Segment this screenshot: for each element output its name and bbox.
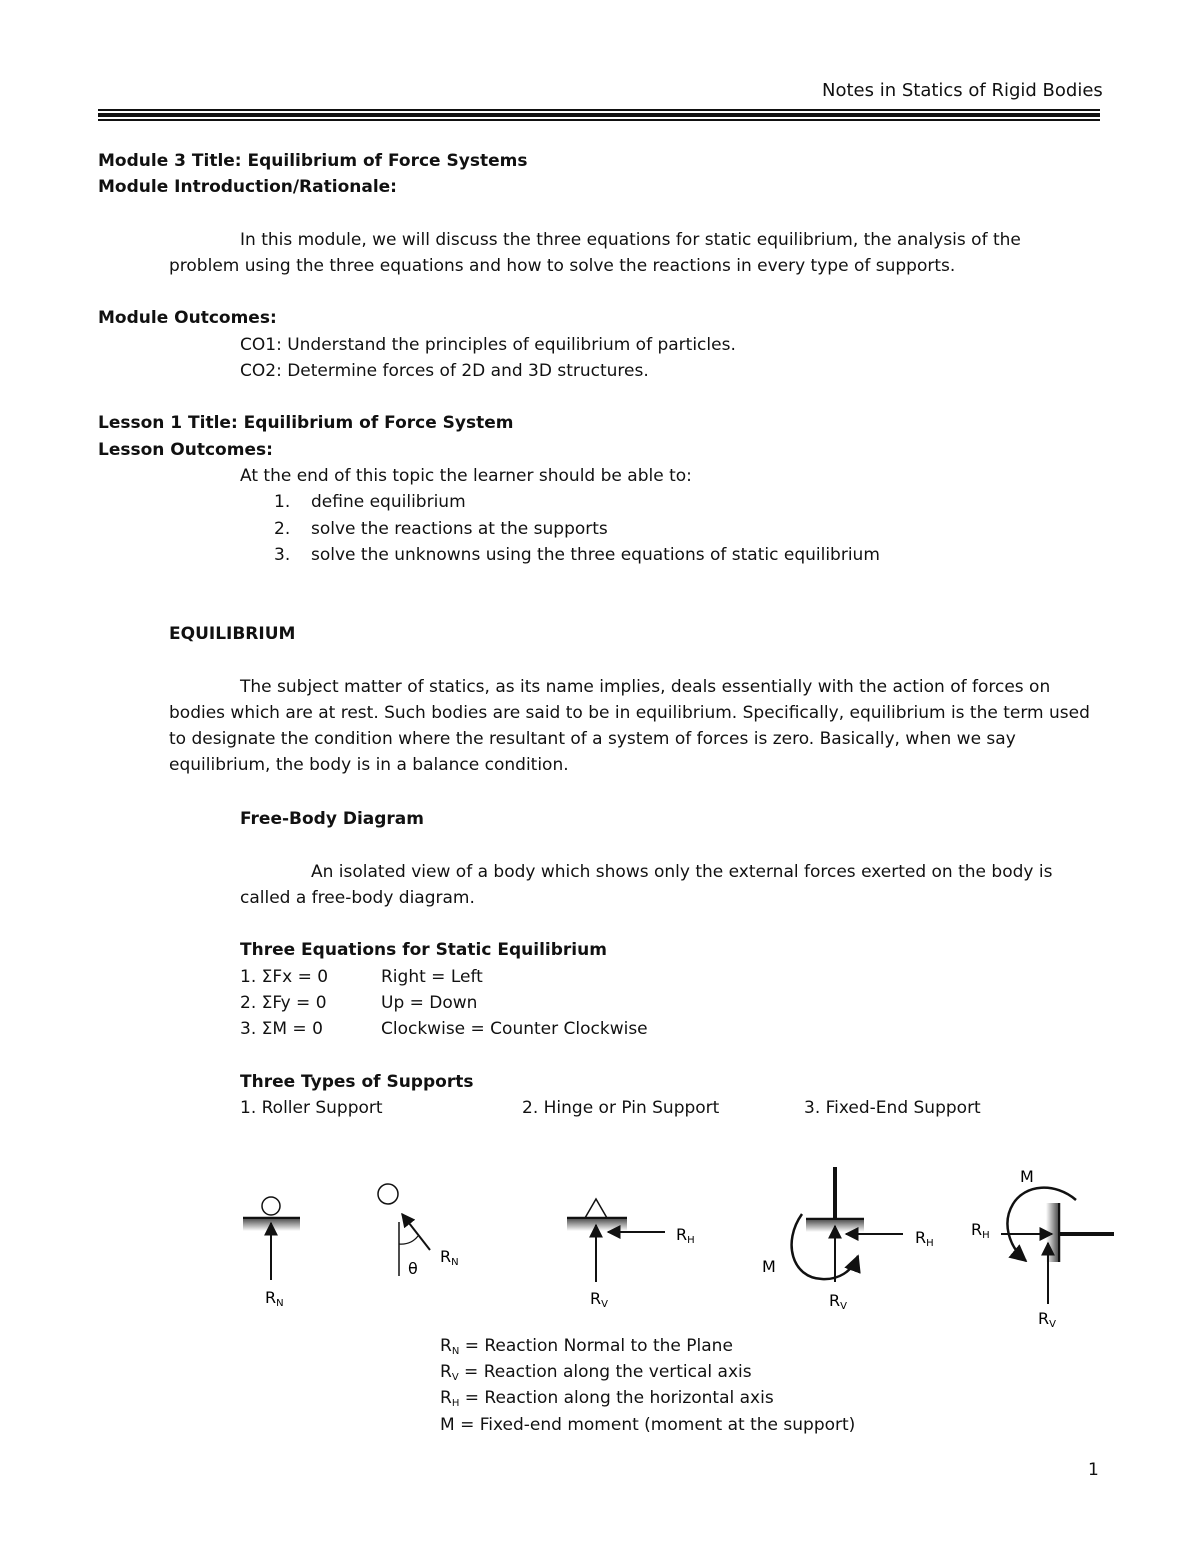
roller-circle	[378, 1184, 398, 1204]
list-item: solve the unknowns using the three equations of static equilibrium	[311, 545, 880, 565]
legend-symbol: M	[440, 1415, 455, 1435]
legend-subscript: N	[451, 1346, 460, 1357]
module-title: Module 3 Title: Equilibrium of Force Systems	[98, 151, 528, 171]
inclined-roller-diagram	[378, 1184, 459, 1278]
label-r: R	[590, 1289, 602, 1308]
label-sub-v: V	[840, 1301, 847, 1312]
label-sub-h: H	[926, 1238, 934, 1249]
running-title: Notes in Statics of Rigid Bodies	[822, 80, 1103, 101]
fixed-support-vertical-diagram	[762, 1167, 934, 1312]
equation: 2. ΣFy = 0	[240, 993, 327, 1013]
legend-subscript: V	[451, 1372, 459, 1383]
equilibrium-heading: EQUILIBRIUM	[169, 624, 296, 644]
legend-text: = Reaction along the vertical axis	[458, 1362, 752, 1382]
list-item: define equilibrium	[311, 492, 466, 512]
hinge-support-diagram	[567, 1199, 695, 1310]
svg-text:RN	[440, 1247, 459, 1268]
legend-text: = Fixed-end moment (moment at the support)	[454, 1415, 856, 1435]
label-theta: θ	[408, 1259, 418, 1278]
svg-text:RN	[265, 1288, 284, 1309]
label-sub-h: H	[687, 1235, 695, 1246]
support-type-fixed: 3. Fixed-End Support	[804, 1098, 981, 1118]
list-number: 2.	[274, 519, 291, 539]
label-sub-n: N	[451, 1257, 459, 1268]
equation-description: Clockwise = Counter Clockwise	[381, 1019, 648, 1039]
label-r: R	[440, 1247, 452, 1266]
svg-text:RV	[1038, 1309, 1056, 1330]
equations-heading: Three Equations for Static Equilibrium	[240, 940, 607, 960]
label-r: R	[265, 1288, 277, 1307]
list-number: 3.	[274, 545, 291, 565]
legend-item	[440, 1364, 752, 1381]
module-outcomes-heading: Module Outcomes:	[98, 308, 277, 328]
svg-text:RV	[829, 1291, 847, 1312]
angle-arc	[399, 1236, 418, 1244]
page-number: 1	[1088, 1460, 1099, 1480]
hinge-triangle	[585, 1199, 607, 1218]
label-sub-v: V	[1049, 1319, 1056, 1330]
lesson-title: Lesson 1 Title: Equilibrium of Force System	[98, 413, 514, 433]
equation: 1. ΣFx = 0	[240, 967, 329, 987]
svg-text:RH	[915, 1228, 934, 1249]
label-r: R	[971, 1220, 983, 1239]
svg-text:RV	[590, 1289, 608, 1310]
svg-text:RH	[676, 1225, 695, 1246]
label-r: R	[676, 1225, 688, 1244]
legend-symbol: R	[440, 1336, 452, 1356]
roller-circle	[262, 1197, 280, 1215]
module-intro-heading: Module Introduction/Rationale:	[98, 177, 397, 197]
legend-item	[440, 1417, 855, 1434]
label-r: R	[1038, 1309, 1050, 1328]
outcome-code: CO1:	[240, 335, 282, 355]
fixed-support-horizontal-diagram	[971, 1167, 1114, 1330]
legend-text: = Reaction Normal to the Plane	[459, 1336, 733, 1356]
legend-symbol: R	[440, 1388, 452, 1408]
moment-arrow	[1007, 1188, 1076, 1261]
label-sub-h: H	[982, 1230, 990, 1241]
equation: 3. ΣM = 0	[240, 1019, 323, 1039]
module-intro-text: In this module, we will discuss the three equations for static equilibrium, the analysis of the problem using the three equations and how to solve the reactions in every type of supports.	[169, 230, 1021, 276]
support-type-roller: 1. Roller Support	[240, 1098, 383, 1118]
legend-symbol: R	[440, 1362, 452, 1382]
equation-description: Right = Left	[381, 967, 483, 987]
lesson-outcomes-heading: Lesson Outcomes:	[98, 440, 273, 460]
reaction-arrow-rn	[402, 1214, 430, 1250]
supports-heading: Three Types of Supports	[240, 1072, 474, 1092]
list-number: 1.	[274, 492, 291, 512]
support-type-hinge: 2. Hinge or Pin Support	[522, 1098, 720, 1118]
list-item: solve the reactions at the supports	[311, 519, 608, 539]
outcome-code: CO2:	[240, 361, 282, 381]
label-sub-n: N	[276, 1298, 284, 1309]
svg-text:RH	[971, 1220, 990, 1241]
legend-subscript: H	[451, 1398, 460, 1409]
label-m: M	[1020, 1167, 1034, 1186]
legend-item	[440, 1338, 733, 1355]
equation-description: Up = Down	[381, 993, 478, 1013]
label-m: M	[762, 1257, 776, 1276]
label-r: R	[915, 1228, 927, 1247]
label-sub-v: V	[601, 1299, 608, 1310]
outcome-text: Understand the principles of equilibrium of particles.	[281, 335, 736, 355]
roller-support-diagram	[243, 1197, 300, 1309]
equilibrium-text: The subject matter of statics, as its name implies, deals essentially with the action of forces on bodies which are at rest. Such bodies are said to be in equilibrium. Specifically, equilibrium is the term used to designate the condition where the resultant of a system of forces is zero. Basically, when we say equilibrium, the body is in a balance condition.	[169, 677, 1090, 775]
legend-text: = Reaction along the horizontal axis	[459, 1388, 774, 1408]
label-r: R	[829, 1291, 841, 1310]
lesson-outcomes-intro: At the end of this topic the learner should be able to:	[240, 466, 692, 486]
outcome-text: Determine forces of 2D and 3D structures.	[281, 361, 649, 381]
legend-item	[440, 1390, 774, 1407]
fbd-heading: Free-Body Diagram	[240, 809, 424, 829]
fbd-text: An isolated view of a body which shows only the external forces exerted on the body is called a free-body diagram.	[240, 862, 1053, 908]
